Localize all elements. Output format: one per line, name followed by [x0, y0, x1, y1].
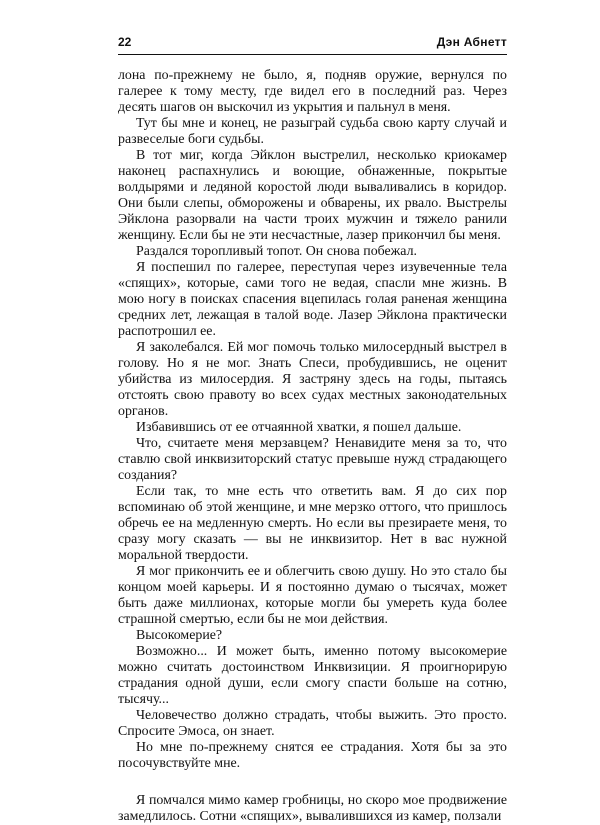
page-number: 22 — [118, 35, 132, 49]
paragraph: Я заколебался. Ей мог помочь только милосердный выстрел в голову. Но я не мог. Знать Спеси, пробудившись, не оценит убийства из милосердия. Я застряну здесь на годы, пытаясь отстоять свою правоту во всех судах местных законодательных органов. — [118, 340, 507, 419]
paragraph: Но мне по-прежнему снятся ее страдания. Хотя бы за это посочувствуйте мне. — [118, 740, 507, 771]
paragraph: Высокомерие? — [136, 628, 223, 643]
paragraph: В тот миг, когда Эйклон выстрелил, несколько криокамер наконец распахнулись и воющие, обнаженные, покрытые волдырями и ледяной коростой люди вываливались в коридор. Они были слепы, обморожены и обварены, их рвало. Выстрелы Эйклона разорвали на части троих мужчин и тяжело ранили женщину. Если бы не эти несчастные, лазер прикончил бы меня. — [118, 148, 507, 243]
paragraph: Раздался торопливый топот. Он снова побежал. — [136, 244, 417, 259]
paragraph: Человечество должно страдать, чтобы выжить. Это просто. Спросите Эмоса, он знает. — [118, 708, 507, 739]
paragraph: Я поспешил по галерее, переступая через изувеченные тела «спящих», которые, сами того не ведая, спасли мне жизнь. В мою ногу в поисках спасения вцепилась голая раненая женщина средних лет, лежащая в талой воде. Лазер Эйклона практически распотрошил ее. — [118, 260, 507, 339]
paragraph: Я помчался мимо камер гробницы, но скоро мое продвижение замедлилось. Сотни «спящих», вывалившихся из камер, ползали — [118, 793, 507, 824]
running-head — [118, 34, 507, 55]
paragraph: Возможно... И может быть, именно потому высокомерие можно считать достоинством Инквизиции. Я проигнорирую страдания одной души, если смогу спасти больше на сотню, тысячу... — [118, 644, 507, 707]
paragraph: Тут бы мне и конец, не разыграй судьба свою карту случай и развеселые боги судьбы. — [118, 116, 507, 147]
paragraph: Если так, то мне есть что ответить вам. Я до сих пор вспоминаю об этой женщине, и мне мерзко оттого, что пришлось обречь ее на медленную смерть. Но если вы презираете меня, то сразу могу сказать — вы не инквизитор. Нет в вас нужной моральной твердости. — [118, 484, 507, 563]
paragraph: Я мог прикончить ее и облегчить свою душу. Но это стало бы концом моей карьеры. И я постоянно думаю о тысячах, может быть даже миллионах, которые могли бы умереть куда более страшной смертью, если бы не мои действия. — [118, 564, 507, 627]
paragraph: лона по-прежнему не было, я, подняв оружие, вернулся по галерее к тому месту, где видел его в последний раз. Через десять шагов он выскочил из укрытия и пальнул в меня. — [118, 68, 507, 115]
running-title-author: Дэн Абнетт — [436, 35, 507, 49]
paragraph: Что, считаете меня мерзавцем? Ненавидите меня за то, что ставлю свой инквизиторский статус превыше нужд страдающего создания? — [118, 436, 507, 483]
body-text — [118, 68, 507, 825]
paragraph: Избавившись от ее отчаянной хватки, я пошел дальше. — [136, 420, 462, 435]
